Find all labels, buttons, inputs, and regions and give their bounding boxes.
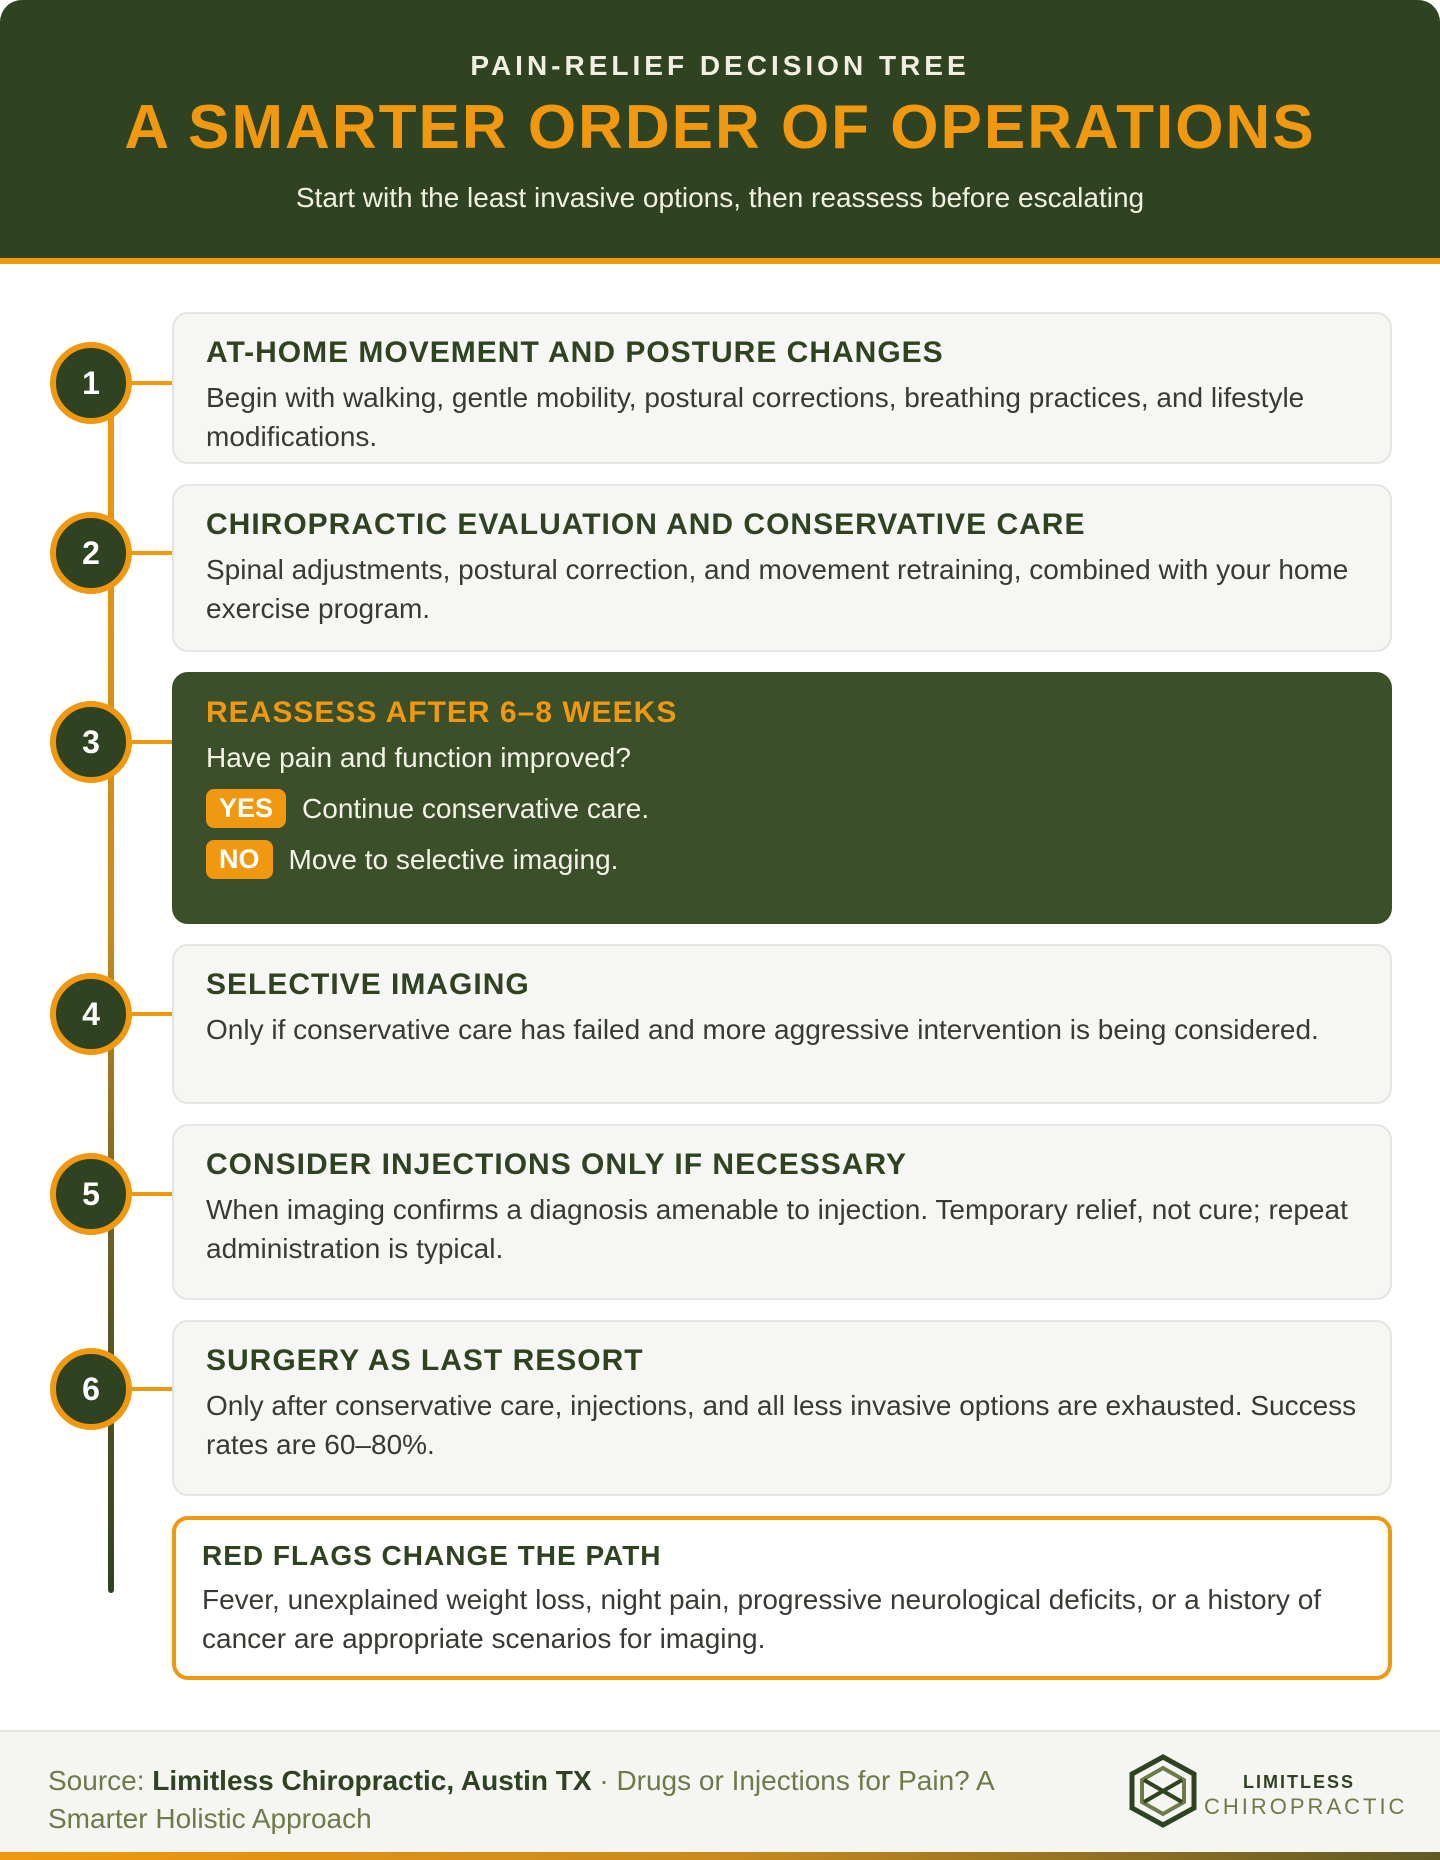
step-5-connector bbox=[130, 1192, 174, 1196]
step-4-title: SELECTIVE IMAGING bbox=[206, 968, 530, 1001]
step-4-node: 4 bbox=[50, 973, 132, 1055]
step-5-body: When imaging confirms a diagnosis amenable to injection. Temporary relief, not cure; repeat administration is typical. bbox=[206, 1194, 1348, 1264]
footer-accent-bar bbox=[0, 1852, 1440, 1860]
red-flags-title: RED FLAGS CHANGE THE PATH bbox=[202, 1540, 662, 1571]
step-2-card bbox=[172, 484, 1392, 652]
no-text: Move to selective imaging. bbox=[288, 843, 619, 875]
step-6-node: 6 bbox=[50, 1348, 132, 1430]
no-badge: NO bbox=[206, 840, 273, 879]
step-3-connector bbox=[130, 740, 174, 744]
yes-branch bbox=[206, 789, 1358, 828]
page-subtitle: Start with the least invasive options, then reassess before escalating bbox=[295, 182, 1145, 213]
logo-wordmark-top: LIMITLESS bbox=[1243, 1772, 1355, 1792]
header-banner bbox=[0, 0, 1440, 264]
step-3-card bbox=[172, 672, 1392, 924]
source-separator: · bbox=[591, 1765, 617, 1796]
red-flags-card bbox=[172, 1516, 1392, 1680]
step-6-title: SURGERY AS LAST RESORT bbox=[206, 1344, 644, 1377]
red-flags-body: Fever, unexplained weight loss, night pain, progressive neurological deficits, or a history of cancer are appropriate scenarios for imaging. bbox=[202, 1584, 1322, 1654]
step-4-connector bbox=[130, 1012, 174, 1016]
step-3-node: 3 bbox=[50, 701, 132, 783]
step-1-node: 1 bbox=[50, 342, 132, 424]
yes-text: Continue conservative care. bbox=[302, 792, 650, 824]
step-1-title: AT-HOME MOVEMENT AND POSTURE CHANGES bbox=[206, 336, 944, 369]
source-name: Limitless Chiropractic, Austin TX bbox=[152, 1765, 592, 1796]
source-citation bbox=[48, 1762, 1088, 1838]
step-5-card bbox=[172, 1124, 1392, 1300]
step-3-title: REASSESS AFTER 6–8 WEEKS bbox=[206, 696, 678, 729]
yes-badge: YES bbox=[206, 789, 286, 828]
step-4-card bbox=[172, 944, 1392, 1104]
footer bbox=[0, 1730, 1440, 1854]
step-1-card bbox=[172, 312, 1392, 464]
step-1-body: Begin with walking, gentle mobility, postural corrections, breathing practices, and lifestyle modifications. bbox=[206, 382, 1305, 452]
step-6-body: Only after conservative care, injections, and all less invasive options are exhausted. Success rates are 60–80%. bbox=[206, 1390, 1357, 1460]
no-branch bbox=[206, 840, 1358, 879]
step-3-question: Have pain and function improved? bbox=[206, 742, 631, 773]
step-2-title: CHIROPRACTIC EVALUATION AND CONSERVATIVE CARE bbox=[206, 508, 1086, 541]
source-label: Source: bbox=[48, 1765, 145, 1796]
header-kicker: PAIN-RELIEF DECISION TREE bbox=[470, 50, 970, 81]
page-title: A SMARTER ORDER OF OPERATIONS bbox=[124, 93, 1316, 162]
step-2-node: 2 bbox=[50, 512, 132, 594]
step-4-body: Only if conservative care has failed and more aggressive intervention is being considered. bbox=[206, 1014, 1319, 1045]
hexagon-logo-icon bbox=[1128, 1754, 1198, 1828]
step-5-title: CONSIDER INJECTIONS ONLY IF NECESSARY bbox=[206, 1148, 908, 1181]
step-2-connector bbox=[130, 551, 174, 555]
step-6-card bbox=[172, 1320, 1392, 1496]
step-5-node: 5 bbox=[50, 1153, 132, 1235]
step-2-body: Spinal adjustments, postural correction, and movement retraining, combined with your home exercise program. bbox=[206, 554, 1349, 624]
source-article: Drugs or Injections for Pain? A Smarter Holistic Approach bbox=[48, 1765, 994, 1834]
logo-wordmark-bottom: CHIROPRACTIC bbox=[1204, 1794, 1408, 1819]
step-1-connector bbox=[130, 381, 174, 385]
step-6-connector bbox=[130, 1387, 174, 1391]
